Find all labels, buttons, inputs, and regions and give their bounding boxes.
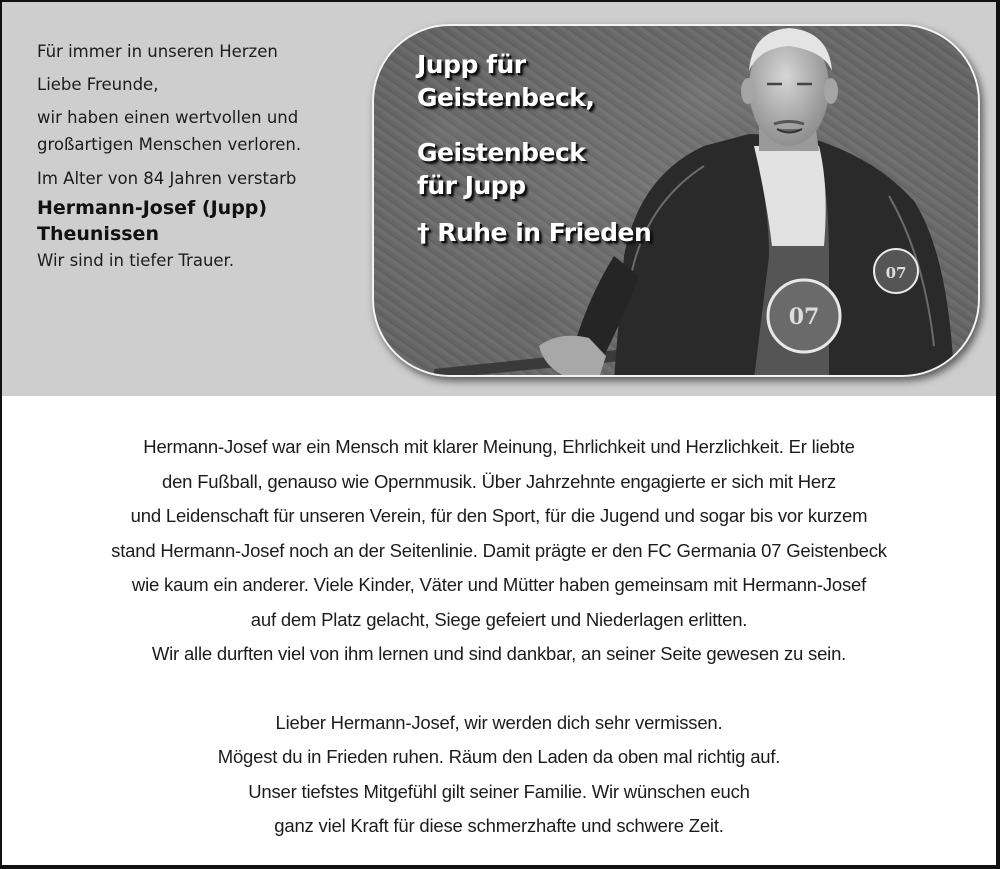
tribute-text <box>2 430 996 844</box>
text-line: Unser tiefstes Mitgefühl gilt seiner Familie. Wir wünschen euch <box>248 780 750 802</box>
deceased-surname: Theunissen <box>37 222 159 245</box>
text-line: auf dem Platz gelacht, Siege gefeiert und Niederlagen erlitten. <box>250 608 748 630</box>
memorial-photo <box>372 24 980 377</box>
intro-heading: Für immer in unseren Herzen <box>37 42 278 61</box>
mourning-line: Wir sind in tiefer Trauer. <box>37 251 235 271</box>
salutation: Liebe Freunde, <box>37 74 159 94</box>
rest-in-peace-line: † Ruhe in Frieden <box>417 218 652 247</box>
text-line: ganz viel Kraft für diese schmerzhafte und schwere Zeit. <box>274 815 724 836</box>
text-line: den Fußball, genauso wie Opernmusik. Über Jahrzehnte engagierte er sich mit Herz <box>162 470 836 492</box>
text-line: Wir alle durften viel von ihm lernen und sind dankbar, an seiner Seite gewesen zu sein. <box>151 643 847 664</box>
farewell-paragraph <box>2 706 996 844</box>
caption-line: Geistenbeck <box>417 138 586 167</box>
intro-line: großartigen Menschen verloren. <box>37 135 302 155</box>
deceased-name: Hermann-Josef (Jupp) <box>37 196 268 219</box>
age-line: Im Alter von 84 Jahren verstarb <box>37 169 297 189</box>
caption-line: für Jupp <box>417 171 526 200</box>
text-line: Mögest du in Frieden ruhen. Räum den Laden da oben mal richtig auf. <box>217 746 781 767</box>
header-band <box>2 2 996 396</box>
intro-text <box>37 42 357 271</box>
text-line: Hermann-Josef war ein Mensch mit klarer Meinung, Ehrlichkeit und Herzlichkeit. Er liebte <box>143 436 855 457</box>
caption-line: Jupp für <box>417 50 526 79</box>
caption-line: Geistenbeck, <box>417 83 595 112</box>
text-line: und Leidenschaft für unseren Verein, für den Sport, für die Jugend und sogar bis vor kurzem <box>130 505 868 526</box>
intro-line: wir haben einen wertvollen und <box>37 107 299 127</box>
text-line: stand Hermann-Josef noch an der Seitenlinie. Damit prägte er den FC Germania 07 Geistenbeck <box>111 539 887 561</box>
photo-caption <box>417 48 651 249</box>
svg-text:07: 07 <box>788 304 820 330</box>
svg-text:07: 07 <box>885 264 907 282</box>
text-line: wie kaum ein anderer. Viele Kinder, Väter und Mütter haben gemeinsam mit Hermann-Josef <box>131 574 867 595</box>
tribute-paragraph <box>2 430 996 672</box>
text-line: Lieber Hermann-Josef, wir werden dich sehr vermissen. <box>275 711 723 733</box>
